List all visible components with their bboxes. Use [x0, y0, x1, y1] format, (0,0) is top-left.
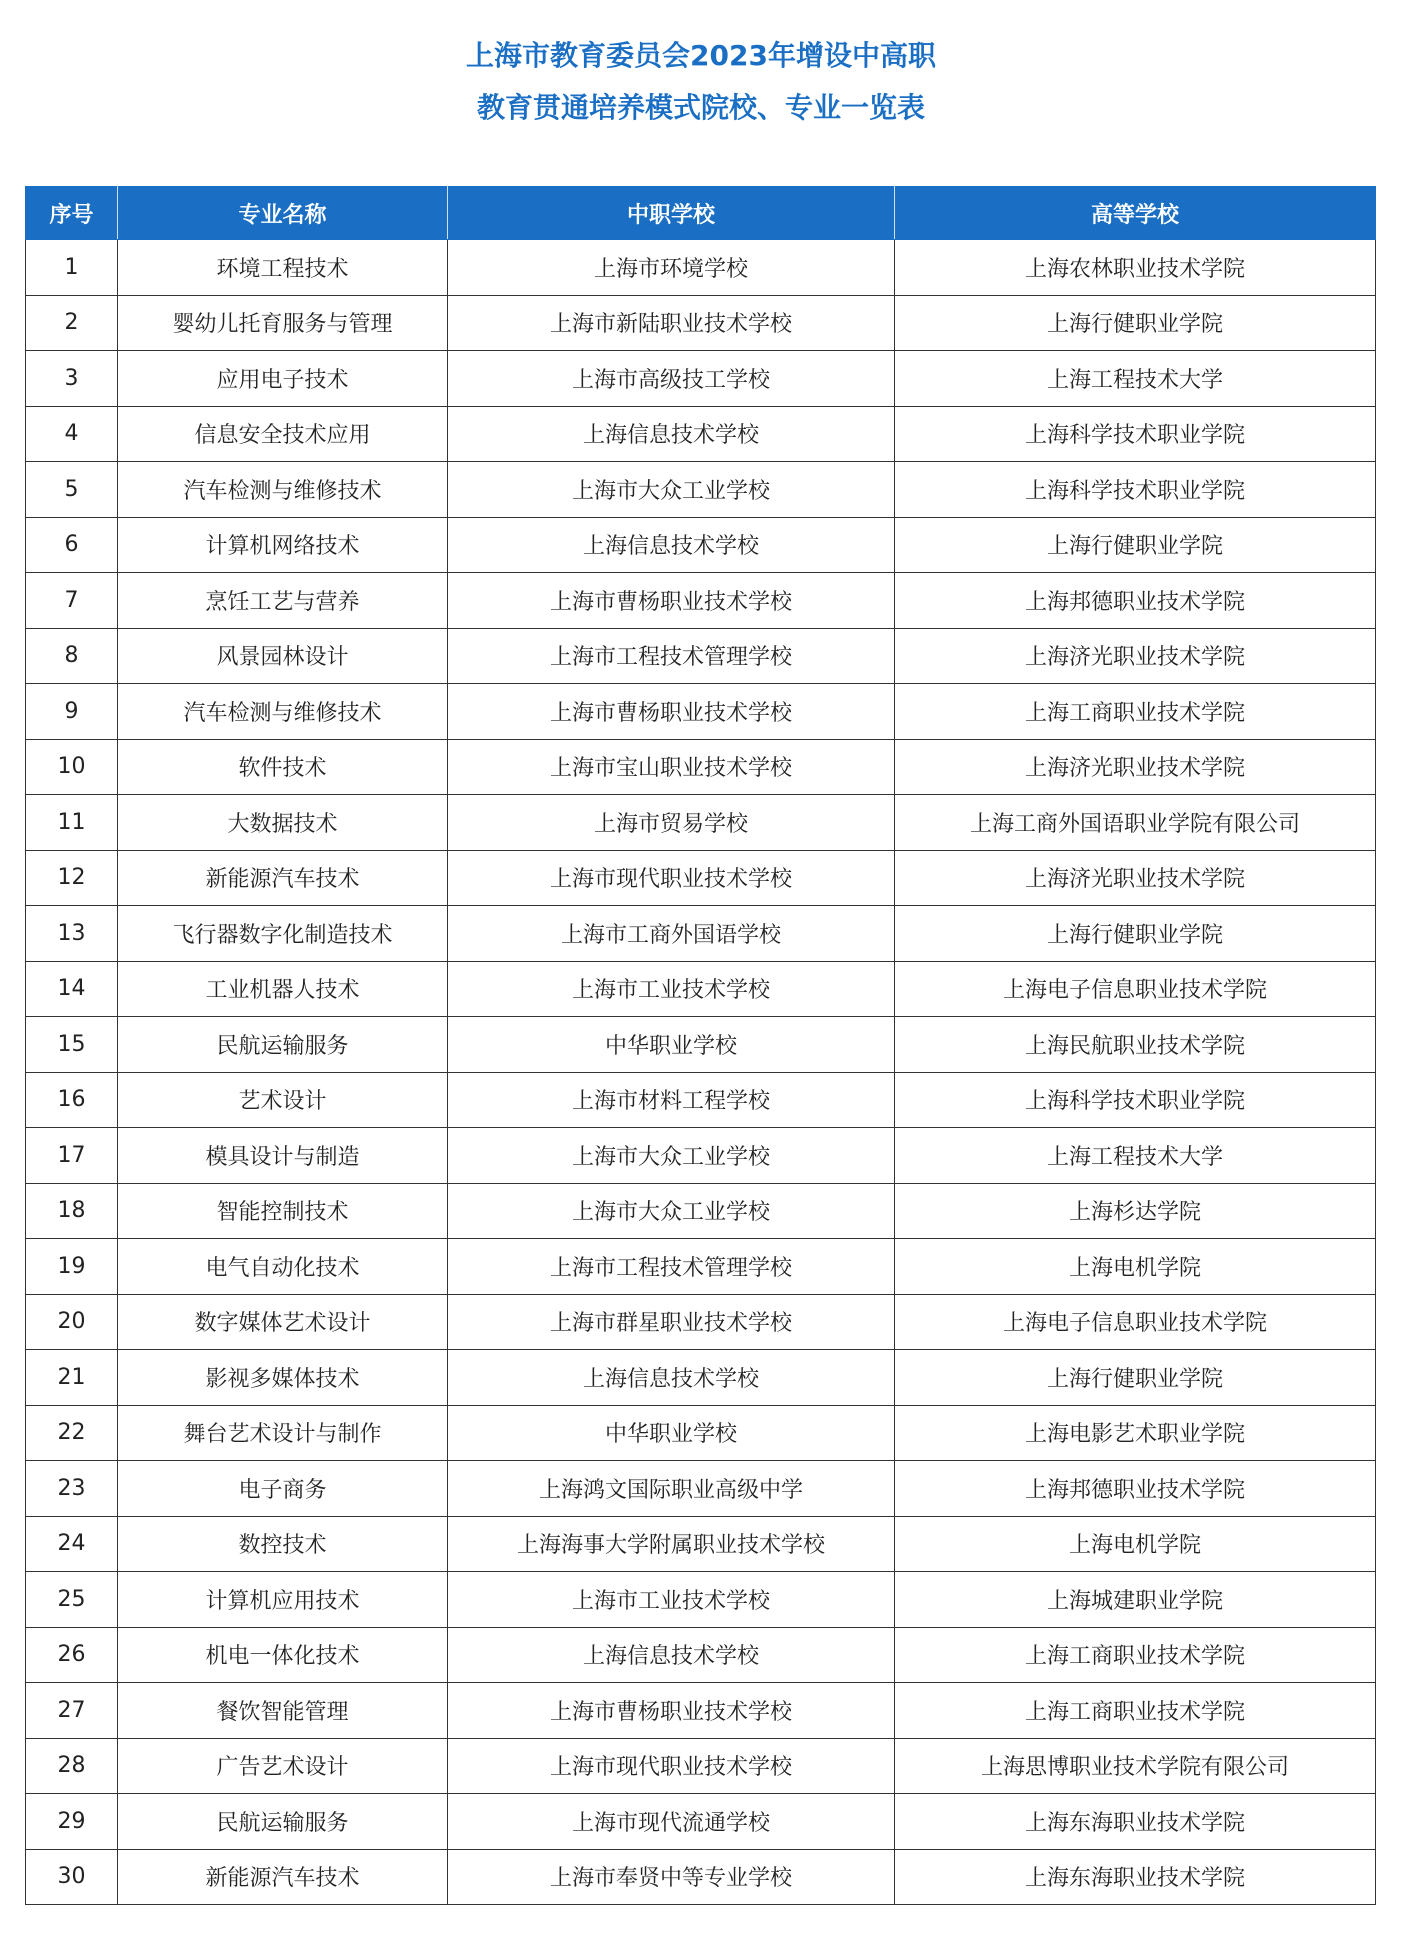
cell-higher-school: 上海电机学院: [895, 1516, 1376, 1572]
cell-secondary-school: 上海信息技术学校: [448, 1627, 895, 1683]
table-header-row: [26, 187, 1376, 240]
cell-major: 新能源汽车技术: [118, 850, 448, 906]
cell-secondary-school: 上海市宝山职业技术学校: [448, 739, 895, 795]
table-row: [26, 684, 1376, 740]
cell-major: 汽车检测与维修技术: [118, 462, 448, 518]
cell-secondary-school: 上海市奉贤中等专业学校: [448, 1849, 895, 1905]
cell-major: 飞行器数字化制造技术: [118, 906, 448, 962]
cell-major: 汽车检测与维修技术: [118, 684, 448, 740]
cell-higher-school: 上海电子信息职业技术学院: [895, 961, 1376, 1017]
cell-secondary-school: 上海市现代职业技术学校: [448, 1738, 895, 1794]
table-row: [26, 1128, 1376, 1184]
cell-major: 智能控制技术: [118, 1183, 448, 1239]
cell-higher-school: 上海行健职业学院: [895, 906, 1376, 962]
cell-index: 6: [26, 517, 118, 573]
table-row: [26, 1017, 1376, 1073]
table-row: [26, 1294, 1376, 1350]
cell-higher-school: 上海科学技术职业学院: [895, 1072, 1376, 1128]
cell-index: 17: [26, 1128, 118, 1184]
cell-index: 19: [26, 1239, 118, 1295]
table-row: [26, 961, 1376, 1017]
cell-higher-school: 上海济光职业技术学院: [895, 628, 1376, 684]
cell-index: 5: [26, 462, 118, 518]
cell-index: 27: [26, 1683, 118, 1739]
table-row: [26, 739, 1376, 795]
cell-secondary-school: 上海市工业技术学校: [448, 961, 895, 1017]
table-row: [26, 1183, 1376, 1239]
column-header-major: 专业名称: [118, 187, 448, 240]
cell-major: 烹饪工艺与营养: [118, 573, 448, 629]
cell-higher-school: 上海东海职业技术学院: [895, 1794, 1376, 1850]
table-row: [26, 1572, 1376, 1628]
cell-higher-school: 上海科学技术职业学院: [895, 462, 1376, 518]
cell-index: 18: [26, 1183, 118, 1239]
cell-major: 电气自动化技术: [118, 1239, 448, 1295]
cell-major: 大数据技术: [118, 795, 448, 851]
cell-major: 应用电子技术: [118, 351, 448, 407]
cell-secondary-school: 上海市现代流通学校: [448, 1794, 895, 1850]
cell-secondary-school: 上海市工商外国语学校: [448, 906, 895, 962]
table-row: [26, 462, 1376, 518]
cell-major: 工业机器人技术: [118, 961, 448, 1017]
column-header-higher-school: 高等学校: [895, 187, 1376, 240]
cell-major: 新能源汽车技术: [118, 1849, 448, 1905]
cell-secondary-school: 上海市环境学校: [448, 240, 895, 296]
cell-index: 25: [26, 1572, 118, 1628]
table-row: [26, 517, 1376, 573]
cell-higher-school: 上海工程技术大学: [895, 1128, 1376, 1184]
school-major-table: [25, 186, 1376, 1905]
cell-index: 1: [26, 240, 118, 296]
cell-major: 环境工程技术: [118, 240, 448, 296]
cell-index: 26: [26, 1627, 118, 1683]
cell-secondary-school: 上海信息技术学校: [448, 1350, 895, 1406]
cell-secondary-school: 上海市工业技术学校: [448, 1572, 895, 1628]
table-row: [26, 1849, 1376, 1905]
table-row: [26, 573, 1376, 629]
cell-index: 24: [26, 1516, 118, 1572]
cell-higher-school: 上海电子信息职业技术学院: [895, 1294, 1376, 1350]
cell-higher-school: 上海邦德职业技术学院: [895, 1461, 1376, 1517]
cell-major: 机电一体化技术: [118, 1627, 448, 1683]
cell-secondary-school: 上海市曹杨职业技术学校: [448, 684, 895, 740]
cell-secondary-school: 上海市现代职业技术学校: [448, 850, 895, 906]
cell-higher-school: 上海东海职业技术学院: [895, 1849, 1376, 1905]
cell-secondary-school: 上海市材料工程学校: [448, 1072, 895, 1128]
cell-secondary-school: 上海市大众工业学校: [448, 1128, 895, 1184]
cell-higher-school: 上海济光职业技术学院: [895, 850, 1376, 906]
cell-secondary-school: 上海海事大学附属职业技术学校: [448, 1516, 895, 1572]
cell-secondary-school: 上海市群星职业技术学校: [448, 1294, 895, 1350]
cell-major: 计算机应用技术: [118, 1572, 448, 1628]
table-row: [26, 240, 1376, 296]
cell-index: 29: [26, 1794, 118, 1850]
cell-index: 9: [26, 684, 118, 740]
cell-higher-school: 上海行健职业学院: [895, 1350, 1376, 1406]
cell-higher-school: 上海行健职业学院: [895, 517, 1376, 573]
cell-index: 13: [26, 906, 118, 962]
table-row: [26, 1627, 1376, 1683]
table-row: [26, 1405, 1376, 1461]
cell-major: 民航运输服务: [118, 1794, 448, 1850]
cell-secondary-school: 上海市工程技术管理学校: [448, 628, 895, 684]
cell-higher-school: 上海工商外国语职业学院有限公司: [895, 795, 1376, 851]
table-row: [26, 628, 1376, 684]
cell-major: 舞台艺术设计与制作: [118, 1405, 448, 1461]
cell-major: 计算机网络技术: [118, 517, 448, 573]
table-row: [26, 1461, 1376, 1517]
cell-higher-school: 上海电机学院: [895, 1239, 1376, 1295]
cell-higher-school: 上海城建职业学院: [895, 1572, 1376, 1628]
table-row: [26, 351, 1376, 407]
cell-secondary-school: 上海市贸易学校: [448, 795, 895, 851]
column-header-index: 序号: [26, 187, 118, 240]
cell-index: 14: [26, 961, 118, 1017]
cell-secondary-school: 上海市工程技术管理学校: [448, 1239, 895, 1295]
cell-major: 风景园林设计: [118, 628, 448, 684]
cell-major: 软件技术: [118, 739, 448, 795]
cell-major: 模具设计与制造: [118, 1128, 448, 1184]
cell-higher-school: 上海邦德职业技术学院: [895, 573, 1376, 629]
cell-index: 28: [26, 1738, 118, 1794]
table-row: [26, 1072, 1376, 1128]
cell-secondary-school: 上海市大众工业学校: [448, 462, 895, 518]
table-row: [26, 906, 1376, 962]
cell-higher-school: 上海杉达学院: [895, 1183, 1376, 1239]
table-row: [26, 1683, 1376, 1739]
cell-secondary-school: 上海市大众工业学校: [448, 1183, 895, 1239]
cell-index: 4: [26, 406, 118, 462]
cell-index: 15: [26, 1017, 118, 1073]
page-title-line1: 上海市教育委员会2023年增设中高职: [466, 39, 936, 72]
table-row: [26, 1239, 1376, 1295]
cell-major: 民航运输服务: [118, 1017, 448, 1073]
cell-major: 婴幼儿托育服务与管理: [118, 295, 448, 351]
cell-higher-school: 上海行健职业学院: [895, 295, 1376, 351]
cell-secondary-school: 上海市高级技工学校: [448, 351, 895, 407]
cell-index: 2: [26, 295, 118, 351]
table-row: [26, 406, 1376, 462]
cell-higher-school: 上海农林职业技术学院: [895, 240, 1376, 296]
cell-index: 21: [26, 1350, 118, 1406]
cell-index: 22: [26, 1405, 118, 1461]
cell-index: 10: [26, 739, 118, 795]
table-row: [26, 1350, 1376, 1406]
cell-higher-school: 上海民航职业技术学院: [895, 1017, 1376, 1073]
cell-higher-school: 上海济光职业技术学院: [895, 739, 1376, 795]
cell-index: 16: [26, 1072, 118, 1128]
cell-secondary-school: 上海市新陆职业技术学校: [448, 295, 895, 351]
cell-secondary-school: 上海市曹杨职业技术学校: [448, 1683, 895, 1739]
cell-major: 数字媒体艺术设计: [118, 1294, 448, 1350]
cell-index: 3: [26, 351, 118, 407]
cell-higher-school: 上海电影艺术职业学院: [895, 1405, 1376, 1461]
cell-index: 12: [26, 850, 118, 906]
cell-index: 20: [26, 1294, 118, 1350]
cell-higher-school: 上海工商职业技术学院: [895, 1683, 1376, 1739]
cell-secondary-school: 中华职业学校: [448, 1405, 895, 1461]
cell-secondary-school: 上海鸿文国际职业高级中学: [448, 1461, 895, 1517]
cell-major: 电子商务: [118, 1461, 448, 1517]
cell-secondary-school: 上海市曹杨职业技术学校: [448, 573, 895, 629]
cell-secondary-school: 上海信息技术学校: [448, 406, 895, 462]
cell-index: 23: [26, 1461, 118, 1517]
cell-index: 8: [26, 628, 118, 684]
cell-index: 11: [26, 795, 118, 851]
cell-higher-school: 上海工程技术大学: [895, 351, 1376, 407]
table-row: [26, 1794, 1376, 1850]
table-body: [26, 240, 1376, 1905]
cell-major: 数控技术: [118, 1516, 448, 1572]
cell-index: 7: [26, 573, 118, 629]
table-row: [26, 1516, 1376, 1572]
table-row: [26, 295, 1376, 351]
table-row: [26, 850, 1376, 906]
cell-major: 影视多媒体技术: [118, 1350, 448, 1406]
column-header-secondary-school: 中职学校: [448, 187, 895, 240]
table-row: [26, 1738, 1376, 1794]
cell-major: 艺术设计: [118, 1072, 448, 1128]
page-title-line2: 教育贯通培养模式院校、专业一览表: [476, 91, 925, 124]
cell-major: 餐饮智能管理: [118, 1683, 448, 1739]
cell-higher-school: 上海工商职业技术学院: [895, 1627, 1376, 1683]
cell-major: 广告艺术设计: [118, 1738, 448, 1794]
cell-secondary-school: 中华职业学校: [448, 1017, 895, 1073]
cell-index: 30: [26, 1849, 118, 1905]
cell-major: 信息安全技术应用: [118, 406, 448, 462]
cell-higher-school: 上海科学技术职业学院: [895, 406, 1376, 462]
table-row: [26, 795, 1376, 851]
cell-higher-school: 上海思博职业技术学院有限公司: [895, 1738, 1376, 1794]
cell-higher-school: 上海工商职业技术学院: [895, 684, 1376, 740]
cell-secondary-school: 上海信息技术学校: [448, 517, 895, 573]
